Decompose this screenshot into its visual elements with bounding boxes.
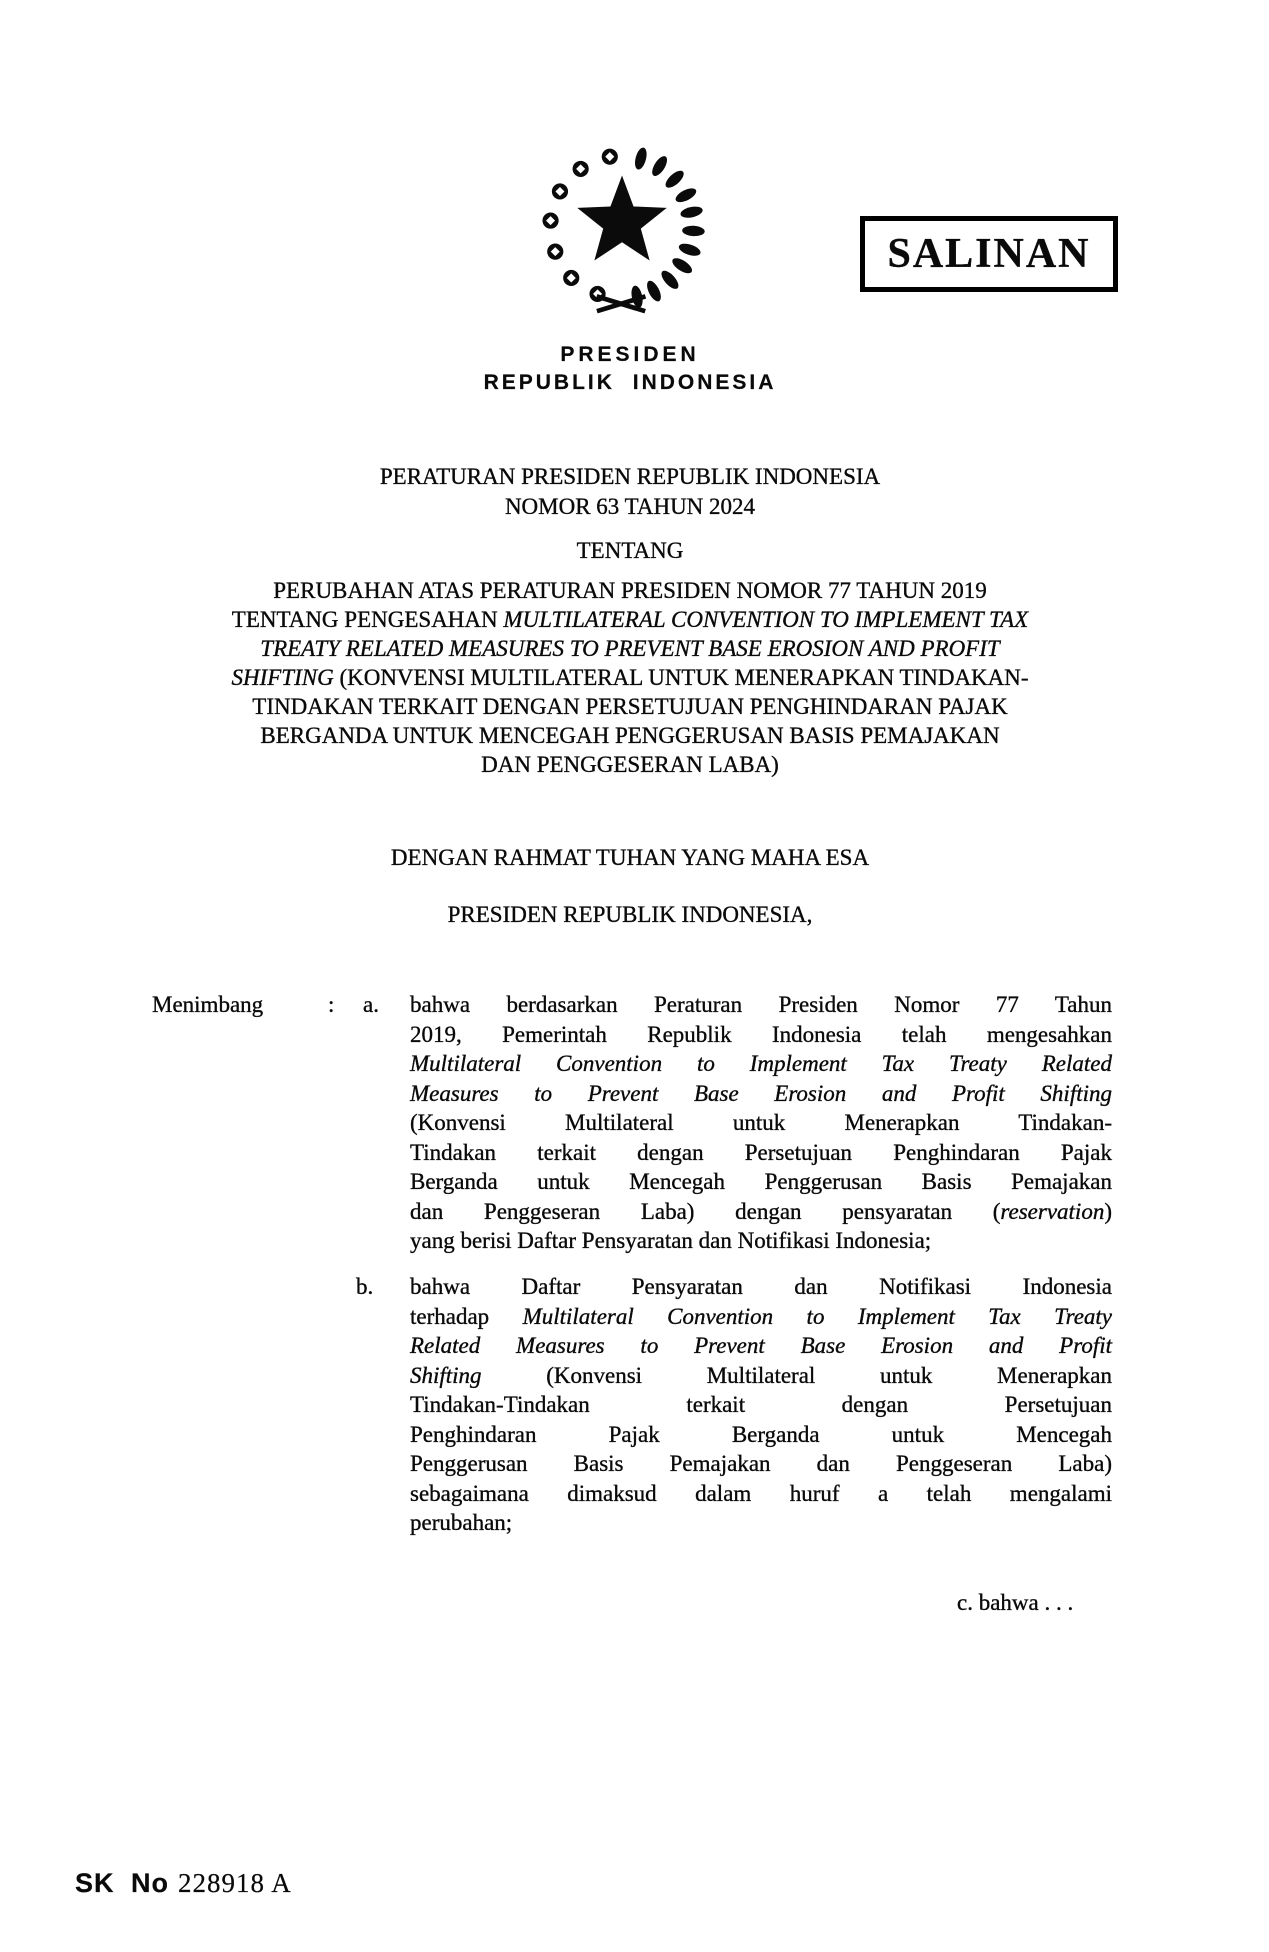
letterhead xyxy=(135,342,1125,396)
text-segment: (Konvensi Multilateral untuk Menerapkan xyxy=(481,1362,1112,1388)
text-line xyxy=(410,1167,1112,1197)
italic-text-segment: Multilateral Convention to Implement Tax Treaty xyxy=(522,1303,1112,1329)
page-continuation-catchword: c. bahwa . . . xyxy=(957,1590,1074,1615)
consideration-a-marker: a. xyxy=(363,992,379,1017)
italic-text-segment: Measures to Prevent Base Erosion and Profit Shifting xyxy=(410,1080,1112,1106)
text-line xyxy=(120,576,1140,605)
text-line xyxy=(120,721,1140,750)
text-line xyxy=(410,1420,1112,1450)
invocation-line: DENGAN RAHMAT TUHAN YANG MAHA ESA xyxy=(390,845,870,870)
text-segment: ) xyxy=(1104,1198,1112,1224)
text-line xyxy=(410,1508,1112,1538)
text-segment: Tindakan terkait dengan Persetujuan Penghindaran Pajak xyxy=(410,1139,1112,1165)
text-segment: Penghindaran Pajak Berganda untuk Mencegah xyxy=(410,1421,1112,1447)
text-line xyxy=(410,1108,1112,1138)
italic-text-segment: Multilateral Convention to Implement Tax Treaty Related xyxy=(410,1051,1112,1076)
text-segment: (Konvensi Multilateral untuk Menerapkan Tindakan- xyxy=(410,1110,1112,1135)
text-segment: Tindakan-Tindakan terkait dengan Persetujuan xyxy=(410,1392,1112,1417)
text-segment: (KONVENSI MULTILATERAL UNTUK MENERAPKAN TINDAKAN- xyxy=(333,665,1029,690)
text-line xyxy=(410,1226,1112,1256)
text-segment: bahwa Daftar Pensyaratan dan Notifikasi Indonesia xyxy=(410,1274,1112,1299)
text-segment: dan Penggeseran Laba) dengan pensyaratan ( xyxy=(410,1198,1001,1224)
text-line xyxy=(410,990,1112,1020)
sk-number-stamp xyxy=(75,1868,292,1899)
text-line xyxy=(410,1197,1112,1227)
authority-line: PRESIDEN REPUBLIK INDONESIA, xyxy=(447,902,813,927)
text-line xyxy=(410,1079,1112,1109)
text-line xyxy=(120,750,1140,779)
text-line xyxy=(120,634,1140,663)
text-line xyxy=(410,1479,1112,1509)
text-line xyxy=(410,1302,1112,1332)
menimbang-label: Menimbang xyxy=(152,992,264,1017)
tentang-heading: TENTANG xyxy=(576,538,684,563)
italic-text-segment: Related Measures to Prevent Base Erosion and Profit xyxy=(410,1333,1112,1358)
text-segment: Penggerusan Basis Pemajakan dan Penggeseran Laba) xyxy=(410,1451,1112,1476)
regulation-number: NOMOR 63 TAHUN 2024 xyxy=(504,494,756,519)
text-segment: DAN PENGGESERAN LABA) xyxy=(481,752,779,777)
regulation-subject xyxy=(120,576,1140,779)
menimbang-colon: : xyxy=(328,992,335,1017)
italic-text-segment: SHIFTING xyxy=(231,665,334,690)
text-line xyxy=(410,1449,1112,1479)
title-block xyxy=(120,462,1140,779)
text-segment: TENTANG PENGESAHAN xyxy=(231,607,504,632)
text-line xyxy=(410,1020,1112,1050)
text-segment: perubahan; xyxy=(410,1510,513,1535)
text-segment: terhadap xyxy=(410,1303,523,1329)
sk-stamp-prefix: SK No xyxy=(75,1868,169,1898)
letterhead-presiden: PRESIDEN xyxy=(560,343,700,366)
consideration-a-text xyxy=(410,990,1112,1256)
consideration-b-text xyxy=(410,1272,1112,1538)
text-line xyxy=(410,1272,1112,1302)
salinan-stamp xyxy=(860,216,1118,292)
italic-text-segment: TREATY RELATED MEASURES TO PREVENT BASE EROSION AND PROFIT xyxy=(260,636,1000,661)
state-emblem-star-wreath-icon xyxy=(528,132,716,328)
text-segment: yang berisi Daftar Pensyaratan dan Notifikasi Indonesia; xyxy=(410,1228,932,1253)
letterhead-republik-indonesia: REPUBLIK INDONESIA xyxy=(483,371,777,394)
text-segment: sebagaimana dimaksud dalam huruf a telah mengalami xyxy=(410,1480,1112,1506)
italic-text-segment: MULTILATERAL CONVENTION TO IMPLEMENT TAX xyxy=(503,607,1029,632)
regulation-title: PERATURAN PRESIDEN REPUBLIK INDONESIA xyxy=(379,464,881,489)
text-line xyxy=(410,1361,1112,1391)
consideration-b-marker: b. xyxy=(356,1274,374,1299)
sk-stamp-number: 228918 A xyxy=(178,1868,292,1898)
text-line xyxy=(410,1049,1112,1079)
salinan-stamp-label: SALINAN xyxy=(887,231,1091,277)
text-segment: Berganda untuk Mencegah Penggerusan Basis Pemajakan xyxy=(410,1169,1112,1194)
text-segment: bahwa berdasarkan Peraturan Presiden Nomor 77 Tahun xyxy=(410,992,1112,1017)
text-line xyxy=(410,1390,1112,1420)
text-segment: 2019, Pemerintah Republik Indonesia telah mengesahkan xyxy=(410,1021,1112,1047)
text-line xyxy=(120,663,1140,692)
text-segment: PERUBAHAN ATAS PERATURAN PRESIDEN NOMOR 77 TAHUN 2019 xyxy=(273,578,987,603)
text-line xyxy=(120,692,1140,721)
text-segment: TINDAKAN TERKAIT DENGAN PERSETUJUAN PENGHINDARAN PAJAK xyxy=(252,694,1008,719)
text-line xyxy=(410,1331,1112,1361)
italic-text-segment: reservation xyxy=(1000,1198,1105,1224)
text-segment: BERGANDA UNTUK MENCEGAH PENGGERUSAN BASIS PEMAJAKAN xyxy=(260,723,1000,748)
text-line xyxy=(410,1138,1112,1168)
italic-text-segment: Shifting xyxy=(410,1362,482,1388)
text-line xyxy=(120,605,1140,634)
